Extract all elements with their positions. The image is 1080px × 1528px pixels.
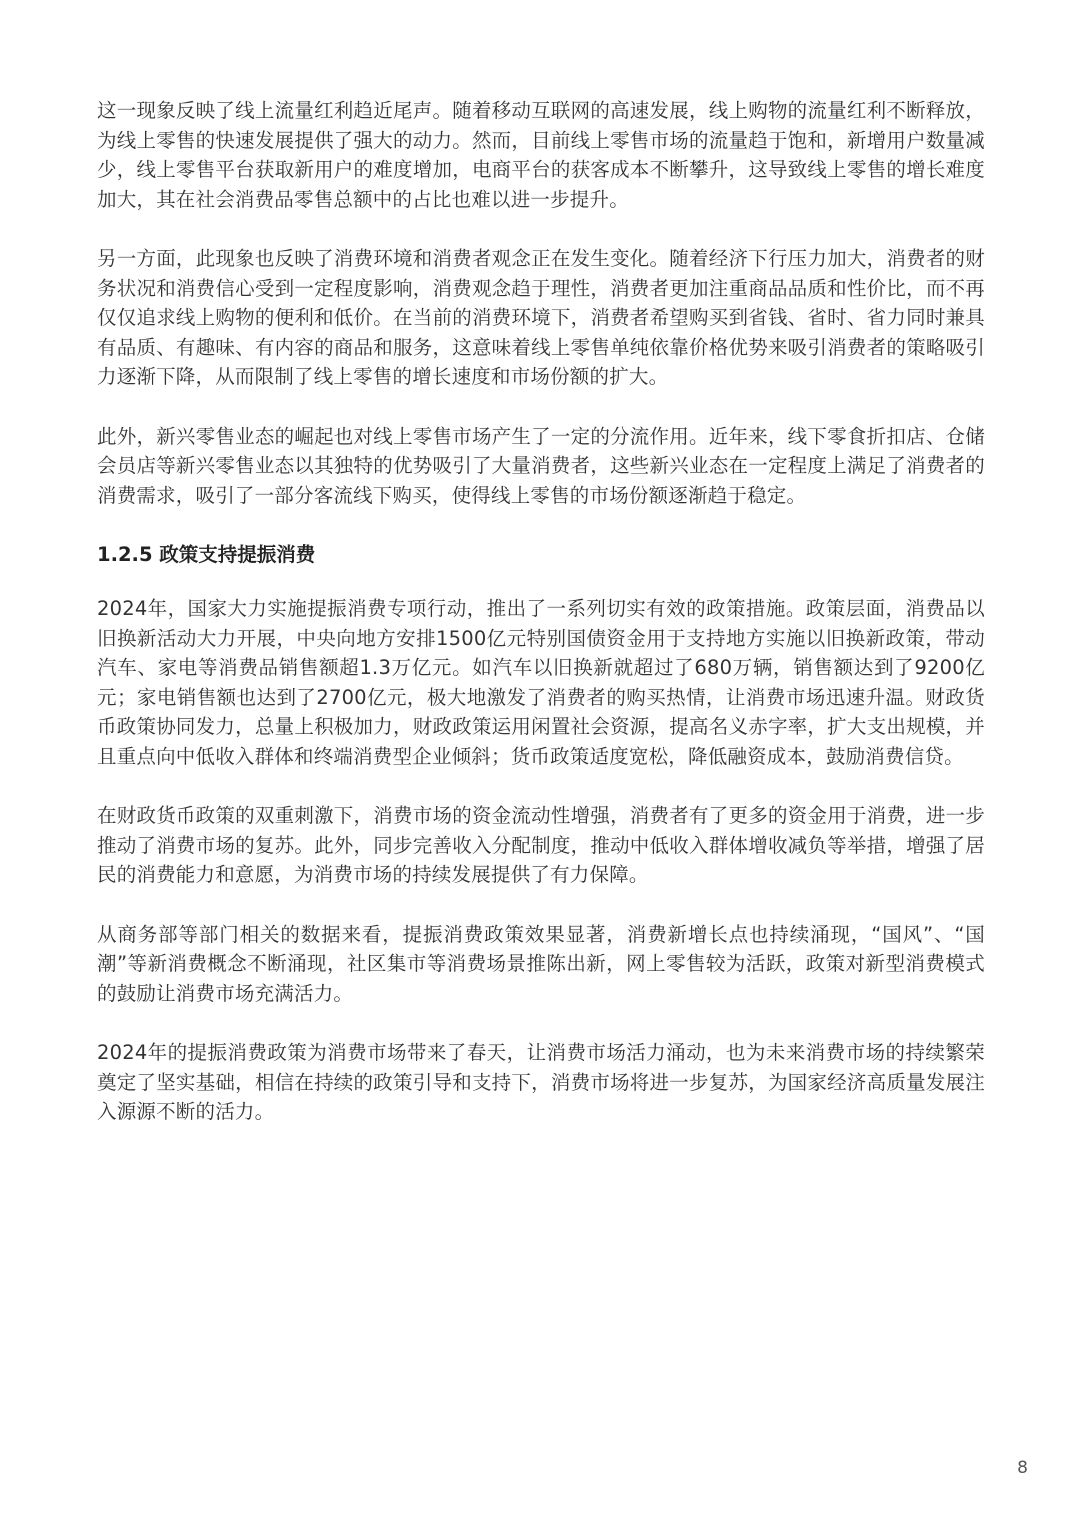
paragraph-consumer-environment: 另一方面，此现象也反映了消费环境和消费者观念正在发生变化。随着经济下行压力加大，消费者的财务状况和消费信心受到一定程度影响，消费观念趋于理性，消费者更加注重商品品质和性价比，而不再仅仅追求线上购物的便利和低价。在当前的消费环境下，消费者希望购买到省钱、省时、省力同时兼具有品质、有趣味、有内容的商品和服务，这意味着线上零售单纯依靠价格优势来吸引消费者的策略吸引力逐渐下降，从而限制了线上零售的增长速度和市场份额的扩大。 xyxy=(97,247,985,388)
paragraph-traffic-dividend: 这一现象反映了线上流量红利趋近尾声。随着移动互联网的高速发展，线上购物的流量红利不断释放，为线上零售的快速发展提供了强大的动力。然而，目前线上零售市场的流量趋于饱和，新增用户数量减少，线上零售平台获取新用户的难度增加，电商平台的获客成本不断攀升，这导致线上零售的增长难度加大，其在社会消费品零售总额中的占比也难以进一步提升。 xyxy=(97,99,985,211)
paragraph-conclusion: 2024年的提振消费政策为消费市场带来了春天，让消费市场活力涌动，也为未来消费市场的持续繁荣奠定了坚实基础，相信在持续的政策引导和支持下，消费市场将进一步复苏，为国家经济高质量发展注入源源不断的活力。 xyxy=(97,1041,985,1123)
paragraph-new-retail-formats: 此外，新兴零售业态的崛起也对线上零售市场产生了一定的分流作用。近年来，线下零食折扣店、仓储会员店等新兴零售业态以其独特的优势吸引了大量消费者，这些新兴业态在一定程度上满足了消费者的消费需求，吸引了一部分客流线下购买，使得线上零售的市场份额逐渐趋于稳定。 xyxy=(97,424,985,507)
paragraph-fiscal-monetary-effect: 在财政货币政策的双重刺激下，消费市场的资金流动性增强，消费者有了更多的资金用于消费，进一步推动了消费市场的复苏。此外，同步完善收入分配制度，推动中低收入群体增收减负等举措，增强了居民的消费能力和意愿，为消费市场的持续发展提供了有力保障。 xyxy=(97,804,985,886)
paragraph-policy-measures: 2024年，国家大力实施提振消费专项行动，推出了一系列切实有效的政策措施。政策层面，消费品以旧换新活动大力开展，中央向地方安排1500亿元特别国债资金用于支持地方实施以旧换新政策，带动汽车、家电等消费品销售额超1.3万亿元。如汽车以旧换新就超过了680万辆，销售额达到了9200亿元；家电销售额也达到了2700亿元，极大地激发了消费者的购买热情，让消费市场迅速升温。财政货币政策协同发力，总量上积极加力，财政政策运用闲置社会资源，提高名义赤字率，扩大支出规模，并且重点向中低收入群体和终端消费型企业倾斜；货币政策适度宽松，降低融资成本，鼓励消费信贷。 xyxy=(97,597,985,768)
section-heading: 1.2.5 政策支持提振消费 xyxy=(97,543,316,566)
document-body xyxy=(97,96,985,1157)
paragraph-ministry-data: 从商务部等部门相关的数据来看，提振消费政策效果显著，消费新增长点也持续涌现，“国风”、“国潮”等新消费概念不断涌现，社区集市等消费场景推陈出新，网上零售较为活跃，政策对新型消费模式的鼓励让消费市场充满活力。 xyxy=(97,922,985,1005)
page-number: 8 xyxy=(1017,1458,1028,1478)
